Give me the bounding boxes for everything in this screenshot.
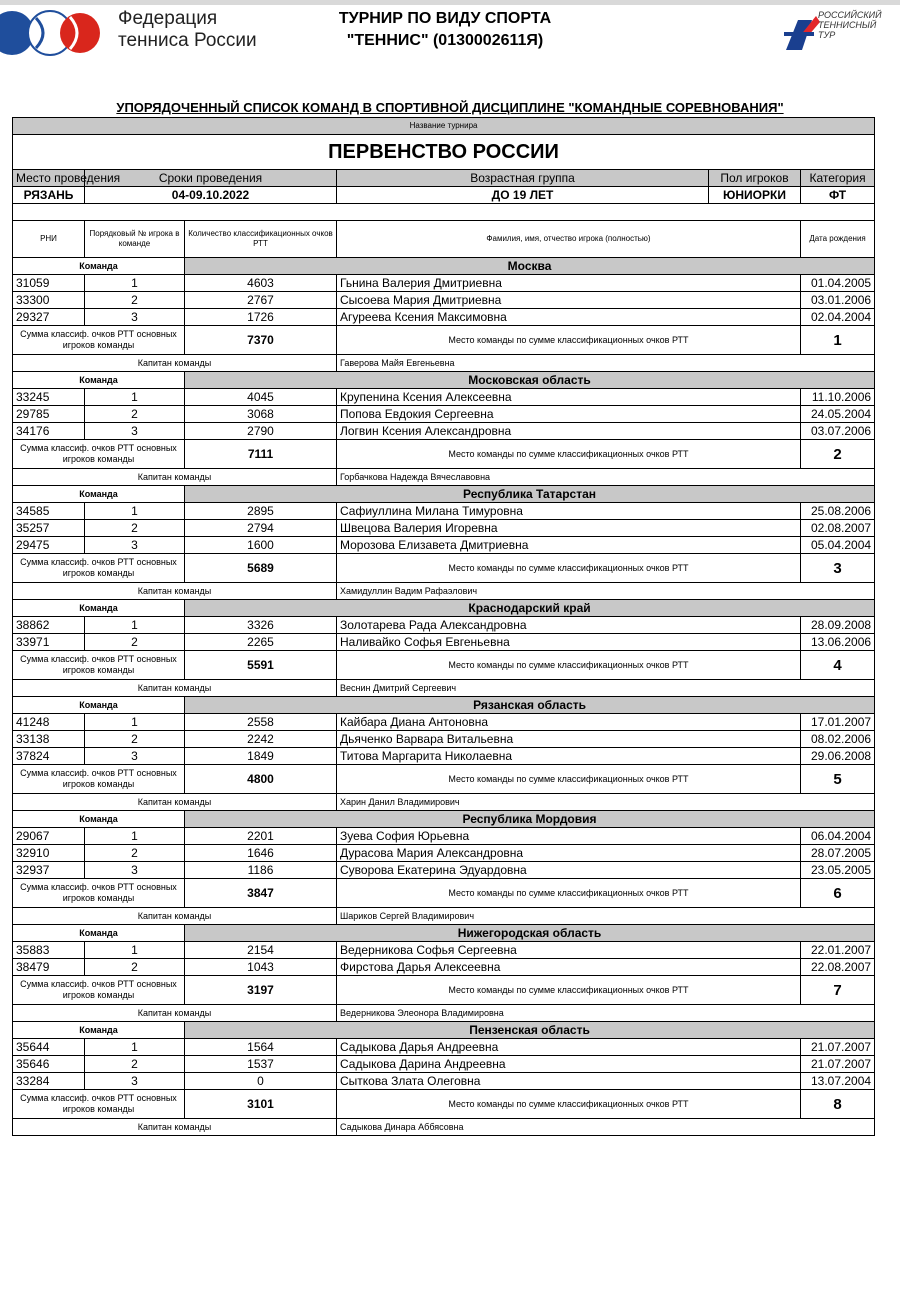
team-place-label: Место команды по сумме классификационных очков РТТ <box>337 1090 801 1119</box>
team-place-value: 5 <box>801 765 875 794</box>
player-num: 3 <box>85 423 185 440</box>
team-sum-value: 7370 <box>185 326 337 355</box>
player-row <box>13 942 875 959</box>
player-rni: 33245 <box>13 389 85 406</box>
player-points: 2242 <box>185 731 337 748</box>
team-label: Команда <box>13 600 185 617</box>
info-value-age: ДО 19 ЛЕТ <box>337 187 709 204</box>
team-header-row <box>13 697 875 714</box>
column-header-row <box>13 221 875 258</box>
tournament-heading-line1: ТУРНИР ПО ВИДУ СПОРТА <box>338 10 552 27</box>
team-sum-value: 7111 <box>185 440 337 469</box>
player-num: 1 <box>85 389 185 406</box>
team-sum-label: Сумма классиф. очков РТТ основных игроков команды <box>13 440 185 469</box>
player-fio: Садыкова Дарья Андреевна <box>337 1039 801 1056</box>
team-sum-row <box>13 1090 875 1119</box>
player-points: 1600 <box>185 537 337 554</box>
player-fio: Сысоева Мария Дмитриевна <box>337 292 801 309</box>
team-sum-row <box>13 651 875 680</box>
player-rni: 32937 <box>13 862 85 879</box>
team-sum-value: 4800 <box>185 765 337 794</box>
player-num: 3 <box>85 309 185 326</box>
team-header-row <box>13 1022 875 1039</box>
player-dob: 22.01.2007 <box>801 942 875 959</box>
team-captain-label: Капитан команды <box>13 908 337 925</box>
player-points: 2895 <box>185 503 337 520</box>
info-value-gender: ЮНИОРКИ <box>709 187 801 204</box>
team-header-row <box>13 486 875 503</box>
player-row <box>13 714 875 731</box>
team-captain-name: Хамидуллин Вадим Рафаэлович <box>337 583 875 600</box>
team-sum-row <box>13 976 875 1005</box>
info-header-category: Категория <box>801 170 875 187</box>
team-place-value: 6 <box>801 879 875 908</box>
team-captain-row <box>13 355 875 372</box>
player-points: 2790 <box>185 423 337 440</box>
team-sum-value: 5689 <box>185 554 337 583</box>
team-sum-label: Сумма классиф. очков РТТ основных игроков команды <box>13 976 185 1005</box>
player-points: 3068 <box>185 406 337 423</box>
player-row <box>13 292 875 309</box>
player-points: 0 <box>185 1073 337 1090</box>
player-rni: 29475 <box>13 537 85 554</box>
player-rni: 34585 <box>13 503 85 520</box>
player-dob: 01.04.2005 <box>801 275 875 292</box>
player-dob: 13.07.2004 <box>801 1073 875 1090</box>
player-rni: 33300 <box>13 292 85 309</box>
team-sum-label: Сумма классиф. очков РТТ основных игроков команды <box>13 1090 185 1119</box>
player-points: 2201 <box>185 828 337 845</box>
player-rni: 41248 <box>13 714 85 731</box>
team-label: Команда <box>13 697 185 714</box>
team-header-row <box>13 258 875 275</box>
player-num: 1 <box>85 275 185 292</box>
player-dob: 06.04.2004 <box>801 828 875 845</box>
teams-table <box>12 117 875 1136</box>
team-label: Команда <box>13 258 185 275</box>
player-num: 3 <box>85 1073 185 1090</box>
player-num: 1 <box>85 617 185 634</box>
ftr-logo-icon <box>0 8 100 58</box>
player-points: 3326 <box>185 617 337 634</box>
player-num: 2 <box>85 520 185 537</box>
team-place-label: Место команды по сумме классификационных очков РТТ <box>337 326 801 355</box>
player-dob: 28.07.2005 <box>801 845 875 862</box>
team-captain-label: Капитан команды <box>13 355 337 372</box>
player-dob: 23.05.2005 <box>801 862 875 879</box>
player-points: 1564 <box>185 1039 337 1056</box>
player-dob: 22.08.2007 <box>801 959 875 976</box>
team-name: Московская область <box>185 372 875 389</box>
player-fio: Дьяченко Варвара Витальевна <box>337 731 801 748</box>
team-captain-label: Капитан команды <box>13 583 337 600</box>
team-header-row <box>13 925 875 942</box>
top-bar <box>0 0 900 5</box>
col-header-dob: Дата рождения <box>801 221 875 258</box>
player-fio: Садыкова Дарина Андреевна <box>337 1056 801 1073</box>
team-place-label: Место команды по сумме классификационных очков РТТ <box>337 440 801 469</box>
player-dob: 13.06.2006 <box>801 634 875 651</box>
player-fio: Морозова Елизавета Дмитриевна <box>337 537 801 554</box>
player-num: 3 <box>85 537 185 554</box>
rtt-logo-text-3: ТУР <box>818 30 836 40</box>
team-label: Команда <box>13 925 185 942</box>
player-row <box>13 275 875 292</box>
team-captain-label: Капитан команды <box>13 469 337 486</box>
player-points: 2794 <box>185 520 337 537</box>
player-points: 2265 <box>185 634 337 651</box>
player-fio: Логвин Ксения Александровна <box>337 423 801 440</box>
player-rni: 29067 <box>13 828 85 845</box>
team-captain-name: Шариков Сергей Владимирович <box>337 908 875 925</box>
player-fio: Фирстова Дарья Алексеевна <box>337 959 801 976</box>
player-fio: Попова Евдокия Сергеевна <box>337 406 801 423</box>
rtt-logo-text-2: ТЕННИСНЫЙ <box>818 20 877 30</box>
player-rni: 35644 <box>13 1039 85 1056</box>
team-captain-row <box>13 680 875 697</box>
team-place-label: Место команды по сумме классификационных очков РТТ <box>337 976 801 1005</box>
info-value-category: ФТ <box>801 187 875 204</box>
team-captain-label: Капитан команды <box>13 680 337 697</box>
team-sum-row <box>13 554 875 583</box>
player-row <box>13 406 875 423</box>
player-num: 1 <box>85 942 185 959</box>
player-row <box>13 959 875 976</box>
player-row <box>13 617 875 634</box>
player-points: 2558 <box>185 714 337 731</box>
federation-name <box>118 8 257 52</box>
player-rni: 32910 <box>13 845 85 862</box>
team-captain-row <box>13 1119 875 1136</box>
team-sum-row <box>13 440 875 469</box>
player-fio: Золотарева Рада Александровна <box>337 617 801 634</box>
player-row <box>13 845 875 862</box>
team-captain-row <box>13 1005 875 1022</box>
team-place-value: 3 <box>801 554 875 583</box>
player-points: 4045 <box>185 389 337 406</box>
player-row <box>13 520 875 537</box>
player-rni: 33284 <box>13 1073 85 1090</box>
player-fio: Наливайко Софья Евгеньевна <box>337 634 801 651</box>
player-fio: Дурасова Мария Александровна <box>337 845 801 862</box>
player-rni: 37824 <box>13 748 85 765</box>
col-header-num: Порядковый № игрока в команде <box>85 221 185 258</box>
team-captain-name: Горбачкова Надежда Вячеславовна <box>337 469 875 486</box>
player-fio: Титова Маргарита Николаевна <box>337 748 801 765</box>
player-points: 1646 <box>185 845 337 862</box>
player-row <box>13 423 875 440</box>
player-row <box>13 389 875 406</box>
team-sum-row <box>13 879 875 908</box>
col-header-rni: РНИ <box>13 221 85 258</box>
player-points: 2154 <box>185 942 337 959</box>
player-num: 2 <box>85 845 185 862</box>
team-captain-name: Веснин Дмитрий Сергеевич <box>337 680 875 697</box>
team-captain-label: Капитан команды <box>13 1005 337 1022</box>
player-num: 2 <box>85 292 185 309</box>
team-sum-label: Сумма классиф. очков РТТ основных игроков команды <box>13 765 185 794</box>
team-place-value: 8 <box>801 1090 875 1119</box>
player-num: 1 <box>85 714 185 731</box>
info-header-age: Возрастная группа <box>337 170 709 187</box>
team-sum-value: 3197 <box>185 976 337 1005</box>
player-points: 1849 <box>185 748 337 765</box>
player-row <box>13 634 875 651</box>
team-header-row <box>13 372 875 389</box>
player-num: 2 <box>85 959 185 976</box>
team-name: Нижегородская область <box>185 925 875 942</box>
info-value-row <box>13 187 875 204</box>
info-header-place: Место проведения <box>13 170 85 187</box>
team-captain-label: Капитан команды <box>13 1119 337 1136</box>
team-name: Пензенская область <box>185 1022 875 1039</box>
player-row <box>13 1056 875 1073</box>
team-name: Москва <box>185 258 875 275</box>
tournament-heading-line2: "ТЕННИС" (0130002611Я) <box>346 32 544 49</box>
team-sum-label: Сумма классиф. очков РТТ основных игроков команды <box>13 554 185 583</box>
team-header-row <box>13 600 875 617</box>
team-place-label: Место команды по сумме классификационных очков РТТ <box>337 879 801 908</box>
player-dob: 21.07.2007 <box>801 1056 875 1073</box>
player-row <box>13 862 875 879</box>
player-dob: 03.01.2006 <box>801 292 875 309</box>
rtt-logo-text <box>818 10 882 40</box>
team-sum-row <box>13 765 875 794</box>
team-label: Команда <box>13 1022 185 1039</box>
info-value-place: РЯЗАНЬ <box>13 187 85 204</box>
player-num: 2 <box>85 1056 185 1073</box>
team-captain-name: Гаверова Майя Евгеньевна <box>337 355 875 372</box>
team-captain-row <box>13 794 875 811</box>
player-row <box>13 503 875 520</box>
team-captain-label: Капитан команды <box>13 794 337 811</box>
player-points: 4603 <box>185 275 337 292</box>
player-rni: 33138 <box>13 731 85 748</box>
player-row <box>13 731 875 748</box>
player-points: 1726 <box>185 309 337 326</box>
team-place-label: Место команды по сумме классификационных очков РТТ <box>337 554 801 583</box>
player-row <box>13 537 875 554</box>
col-header-points: Количество классификационных очков РТТ <box>185 221 337 258</box>
team-sum-value: 5591 <box>185 651 337 680</box>
info-header-row <box>13 170 875 187</box>
player-row <box>13 1073 875 1090</box>
team-place-value: 1 <box>801 326 875 355</box>
player-rni: 38862 <box>13 617 85 634</box>
player-dob: 25.08.2006 <box>801 503 875 520</box>
info-value-dates: 04-09.10.2022 <box>85 187 337 204</box>
team-captain-row <box>13 583 875 600</box>
player-dob: 21.07.2007 <box>801 1039 875 1056</box>
federation-name-line2: тенниса России <box>118 30 257 51</box>
player-points: 1043 <box>185 959 337 976</box>
tournament-name: ПЕРВЕНСТВО РОССИИ <box>13 135 875 170</box>
col-header-fio: Фамилия, имя, отчество игрока (полностью) <box>337 221 801 258</box>
team-sum-value: 3101 <box>185 1090 337 1119</box>
team-sum-label: Сумма классиф. очков РТТ основных игроков команды <box>13 651 185 680</box>
player-points: 1537 <box>185 1056 337 1073</box>
team-name: Рязанская область <box>185 697 875 714</box>
rtt-logo-text-1: РОССИЙСКИЙ <box>818 10 882 20</box>
player-dob: 28.09.2008 <box>801 617 875 634</box>
player-fio: Суворова Екатерина Эдуардовна <box>337 862 801 879</box>
team-place-label: Место команды по сумме классификационных очков РТТ <box>337 765 801 794</box>
team-sum-label: Сумма классиф. очков РТТ основных игроков команды <box>13 326 185 355</box>
player-rni: 35646 <box>13 1056 85 1073</box>
player-points: 2767 <box>185 292 337 309</box>
player-rni: 35883 <box>13 942 85 959</box>
player-fio: Кайбара Диана Антоновна <box>337 714 801 731</box>
team-captain-name: Садыкова Динара Аббясовна <box>337 1119 875 1136</box>
player-fio: Гьнина Валерия Дмитриевна <box>337 275 801 292</box>
player-dob: 11.10.2006 <box>801 389 875 406</box>
player-num: 3 <box>85 862 185 879</box>
team-name: Республика Мордовия <box>185 811 875 828</box>
player-num: 1 <box>85 503 185 520</box>
team-captain-name: Харин Данил Владимирович <box>337 794 875 811</box>
team-place-value: 7 <box>801 976 875 1005</box>
player-fio: Агуреева Ксения Максимовна <box>337 309 801 326</box>
player-dob: 24.05.2004 <box>801 406 875 423</box>
player-fio: Крупенина Ксения Алексеевна <box>337 389 801 406</box>
player-fio: Сыткова Злата Олеговна <box>337 1073 801 1090</box>
team-label: Команда <box>13 372 185 389</box>
tournament-name-label: Название турнира <box>13 118 875 135</box>
team-place-value: 4 <box>801 651 875 680</box>
team-captain-row <box>13 469 875 486</box>
player-rni: 29785 <box>13 406 85 423</box>
player-rni: 29327 <box>13 309 85 326</box>
team-captain-name: Ведерникова Элеонора Владимировна <box>337 1005 875 1022</box>
player-dob: 02.08.2007 <box>801 520 875 537</box>
team-captain-row <box>13 908 875 925</box>
player-num: 2 <box>85 406 185 423</box>
federation-name-line1: Федерация <box>118 8 218 29</box>
player-dob: 02.04.2004 <box>801 309 875 326</box>
player-rni: 38479 <box>13 959 85 976</box>
player-dob: 05.04.2004 <box>801 537 875 554</box>
player-dob: 08.02.2006 <box>801 731 875 748</box>
player-dob: 29.06.2008 <box>801 748 875 765</box>
player-row <box>13 828 875 845</box>
player-num: 2 <box>85 731 185 748</box>
team-name: Краснодарский край <box>185 600 875 617</box>
player-row <box>13 309 875 326</box>
player-row <box>13 748 875 765</box>
team-label: Команда <box>13 486 185 503</box>
player-rni: 34176 <box>13 423 85 440</box>
player-rni: 35257 <box>13 520 85 537</box>
team-place-label: Место команды по сумме классификационных очков РТТ <box>337 651 801 680</box>
player-fio: Зуева София Юрьевна <box>337 828 801 845</box>
team-header-row <box>13 811 875 828</box>
team-sum-row <box>13 326 875 355</box>
team-place-value: 2 <box>801 440 875 469</box>
player-fio: Сафиуллина Милана Тимуровна <box>337 503 801 520</box>
tournament-heading <box>300 8 590 52</box>
player-num: 2 <box>85 634 185 651</box>
player-row <box>13 1039 875 1056</box>
info-header-dates: Сроки проведения <box>85 170 337 187</box>
player-fio: Швецова Валерия Игоревна <box>337 520 801 537</box>
team-name: Республика Татарстан <box>185 486 875 503</box>
player-points: 1186 <box>185 862 337 879</box>
player-fio: Ведерникова Софья Сергеевна <box>337 942 801 959</box>
team-label: Команда <box>13 811 185 828</box>
player-num: 1 <box>85 828 185 845</box>
team-sum-label: Сумма классиф. очков РТТ основных игроков команды <box>13 879 185 908</box>
info-header-gender: Пол игроков <box>709 170 801 187</box>
player-dob: 17.01.2007 <box>801 714 875 731</box>
player-dob: 03.07.2006 <box>801 423 875 440</box>
player-rni: 33971 <box>13 634 85 651</box>
player-num: 3 <box>85 748 185 765</box>
player-rni: 31059 <box>13 275 85 292</box>
document-title: УПОРЯДОЧЕННЫЙ СПИСОК КОМАНД В СПОРТИВНОЙ ДИСЦИПЛИНЕ "КОМАНДНЫЕ СОРЕВНОВАНИЯ" <box>116 100 784 115</box>
team-sum-value: 3847 <box>185 879 337 908</box>
player-num: 1 <box>85 1039 185 1056</box>
